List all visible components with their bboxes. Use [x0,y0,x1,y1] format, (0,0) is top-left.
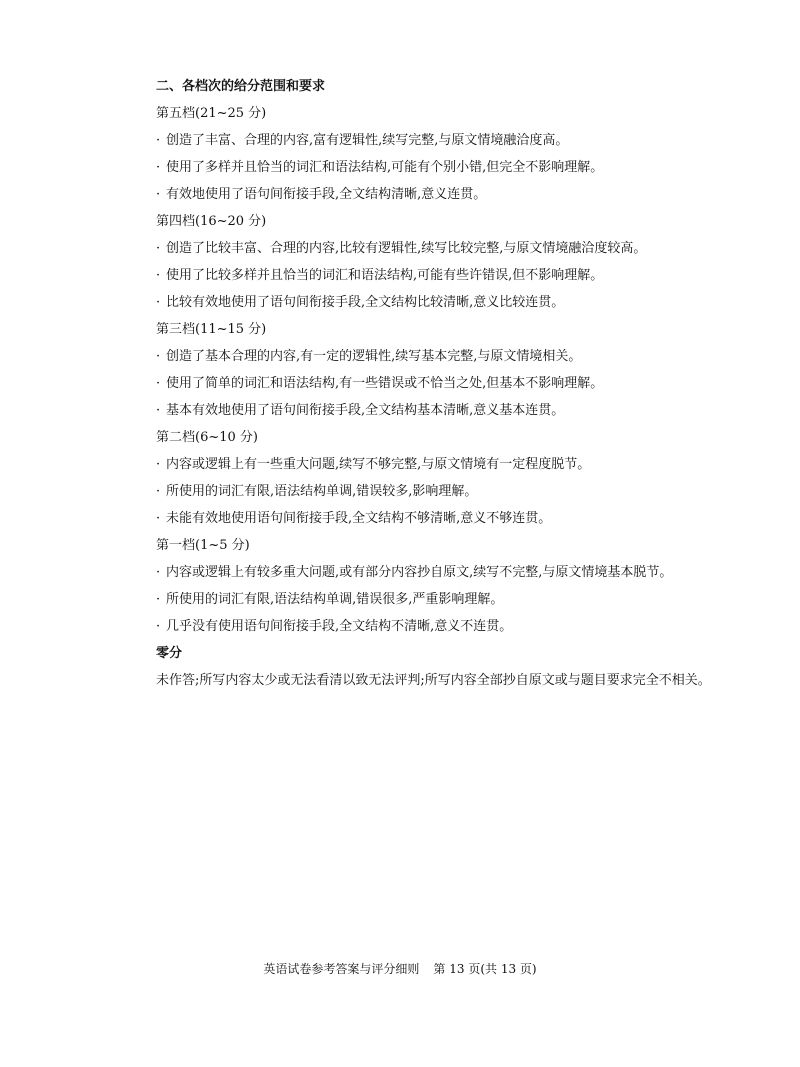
item-text: 所使用的词汇有限,语法结构单调,错误很多,严重影响理解。 [166,592,504,607]
item-text: 几乎没有使用语句间衔接手段,全文结构不清晰,意义不连贯。 [166,619,513,634]
bullet-icon: · [156,295,161,310]
item-text: 创造了基本合理的内容,有一定的逻辑性,续写基本完整,与原文情境相关。 [166,349,582,364]
level-5 [156,103,756,206]
bullet-icon: · [156,349,161,364]
level-heading: 第一档(1~5 分) [156,538,250,553]
bullet-icon: · [156,403,161,418]
item-text: 使用了简单的词汇和语法结构,有一些错误或不恰当之处,但基本不影响理解。 [166,376,604,391]
bullet-icon: · [156,268,161,283]
list-item [156,454,756,476]
list-item [156,400,756,422]
list-item [156,265,756,287]
page-footer [0,960,800,978]
item-text: 使用了比较多样并且恰当的词汇和语法结构,可能有些许错误,但不影响理解。 [166,268,604,283]
level-heading: 第四档(16~20 分) [156,214,267,229]
bullet-icon: · [156,187,161,202]
bullet-icon: · [156,241,161,256]
footer-doc-title: 英语试卷参考答案与评分细则 [263,962,420,976]
list-item [156,292,756,314]
list-item [156,562,756,584]
list-item [156,346,756,368]
list-item [156,184,756,206]
level-heading: 第三档(11~15 分) [156,322,267,337]
item-text: 基本有效地使用了语句间衔接手段,全文结构基本清晰,意义基本连贯。 [166,403,565,418]
zero-score-text: 未作答;所写内容太少或无法看清以致无法评判;所写内容全部抄自原文或与题目要求完全不相关。 [156,673,711,688]
scoring-criteria [156,76,756,692]
list-item [156,589,756,611]
item-text: 内容或逻辑上有较多重大问题,或有部分内容抄自原文,续写不完整,与原文情境基本脱节。 [166,565,673,580]
list-item [156,157,756,179]
section-title: 二、各档次的给分范围和要求 [156,79,326,94]
list-item [156,508,756,530]
list-item [156,373,756,395]
item-text: 创造了丰富、合理的内容,富有逻辑性,续写完整,与原文情境融洽度高。 [166,133,569,148]
item-text: 未能有效地使用语句间衔接手段,全文结构不够清晰,意义不够连贯。 [166,511,552,526]
item-text: 比较有效地使用了语句间衔接手段,全文结构比较清晰,意义比较连贯。 [166,295,565,310]
item-text: 所使用的词汇有限,语法结构单调,错误较多,影响理解。 [166,484,478,499]
footer-page-info: 第 13 页(共 13 页) [433,962,537,976]
bullet-icon: · [156,457,161,472]
list-item [156,238,756,260]
zero-score-heading: 零分 [156,646,183,661]
bullet-icon: · [156,511,161,526]
bullet-icon: · [156,592,161,607]
bullet-icon: · [156,133,161,148]
level-3 [156,319,756,422]
item-text: 使用了多样并且恰当的词汇和语法结构,可能有个别小错,但完全不影响理解。 [166,160,604,175]
bullet-icon: · [156,619,161,634]
item-text: 内容或逻辑上有一些重大问题,续写不够完整,与原文情境有一定程度脱节。 [166,457,591,472]
level-heading: 第五档(21~25 分) [156,106,267,121]
bullet-icon: · [156,484,161,499]
bullet-icon: · [156,376,161,391]
item-text: 创造了比较丰富、合理的内容,比较有逻辑性,续写比较完整,与原文情境融洽度较高。 [166,241,647,256]
bullet-icon: · [156,160,161,175]
list-item [156,616,756,638]
level-1 [156,535,756,638]
level-2 [156,427,756,530]
list-item [156,481,756,503]
level-heading: 第二档(6~10 分) [156,430,258,445]
list-item [156,130,756,152]
bullet-icon: · [156,565,161,580]
item-text: 有效地使用了语句间衔接手段,全文结构清晰,意义连贯。 [166,187,487,202]
level-4 [156,211,756,314]
